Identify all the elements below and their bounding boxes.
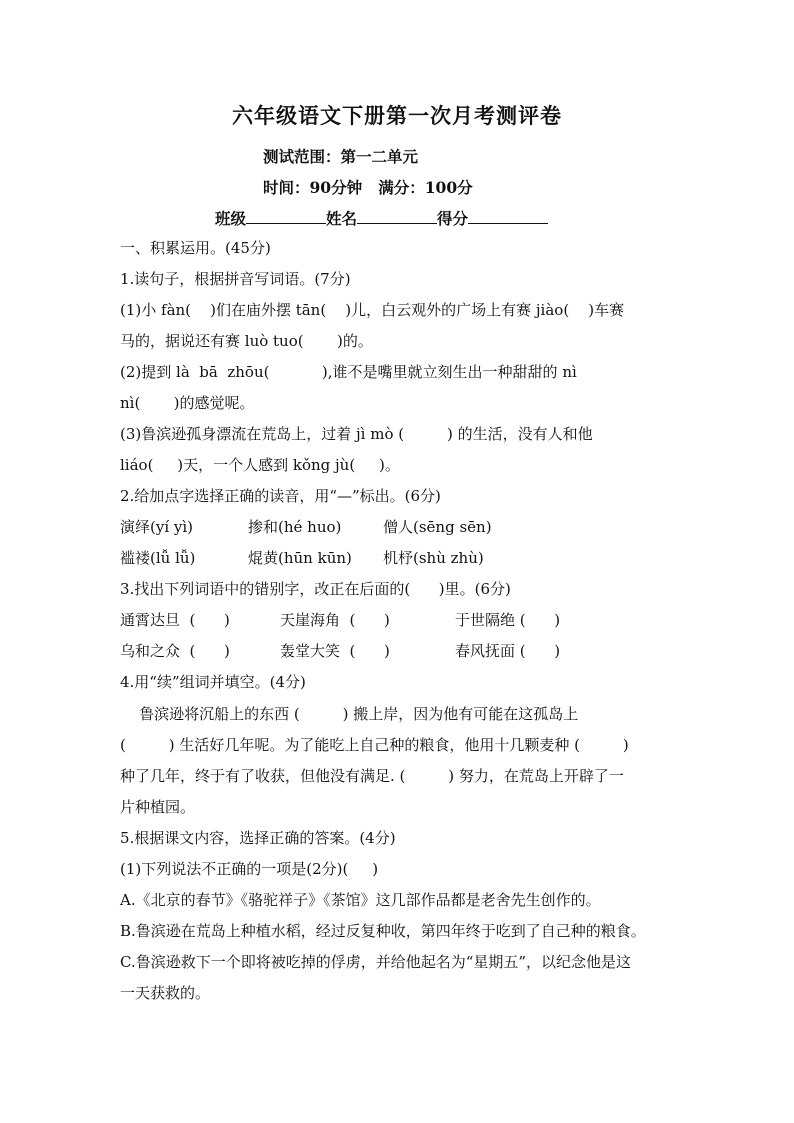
section-heading: 一、积累运用。(45分)	[120, 239, 271, 257]
name-label: 姓名	[326, 209, 358, 228]
pinyin-choice-item: 褴褛(lǚ lǚ)	[120, 549, 196, 567]
page-title: 六年级语文下册第一次月考测评卷	[232, 103, 562, 128]
typo-item: 轰堂大笑 ( )	[280, 642, 390, 660]
option-a: A.《北京的春节》《骆驼祥子》《茶馆》这几部作品都是老舍先生创作的。	[120, 891, 601, 909]
question-2-title: 2.给加点字选择正确的读音，用“—”标出。(6分)	[120, 487, 441, 505]
question-1-line: (1)小 fàn( )们在庙外摆 tān( )儿，白云观外的广场上有赛 jiào( )车赛	[120, 301, 625, 319]
pinyin-choice-item: 僧人(sēng sēn)	[383, 518, 492, 536]
score-blank[interactable]	[468, 209, 548, 224]
typo-item: 通霄达旦 ( )	[120, 611, 230, 629]
question-1-line: (2)提到 là bā zhōu( ),谁不是嘴里就立刻生出一种甜甜的 nì	[120, 363, 577, 381]
typo-item: 春风抚面 ( )	[455, 642, 561, 660]
score-label: 得分	[437, 209, 469, 228]
pinyin-choice-item: 机杼(shù zhù)	[383, 549, 484, 567]
option-b: B.鲁滨逊在荒岛上种植水稻，经过反复种收，第四年终于吃到了自己种的粮食。	[120, 922, 646, 940]
pinyin-choice-item: 焜黄(hūn kūn)	[248, 549, 352, 567]
student-info-row	[215, 207, 548, 229]
question-1-line: 马的，据说还有赛 luò tuo( )的。	[120, 332, 373, 350]
question-1-line: (3)鲁滨逊孤身漂流在荒岛上，过着 jì mò ( ) 的生活，没有人和他	[120, 425, 593, 443]
name-blank[interactable]	[357, 209, 437, 224]
question-4-line: 鲁滨逊将沉船上的东西 ( ) 搬上岸，因为他有可能在这孤岛上	[120, 705, 579, 723]
option-c-continued: 一天获救的。	[120, 984, 211, 1002]
class-label: 班级	[215, 209, 247, 228]
test-scope: 测试范围：第一二单元	[263, 147, 419, 166]
question-3-title: 3.找出下列词语中的错别字，改正在后面的( )里。(6分)	[120, 580, 511, 598]
question-4-title: 4.用“续”组词并填空。(4分)	[120, 673, 306, 691]
question-1-line: nì( )的感觉呢。	[120, 394, 255, 412]
typo-item: 于世隔绝 ( )	[455, 611, 561, 629]
question-1-line: liáo( )天，一个人感到 kǒng jù( )。	[120, 456, 400, 474]
option-c: C.鲁滨逊救下一个即将被吃掉的俘虏，并给他起名为“星期五”，以纪念他是这	[120, 953, 632, 971]
question-4-line: 种了几年，终于有了收获，但他没有满足. ( ) 努力，在荒岛上开辟了一	[120, 767, 624, 785]
typo-item: 天崖海角 ( )	[280, 611, 390, 629]
class-blank[interactable]	[246, 209, 326, 224]
question-4-line: 片种植园。	[120, 798, 196, 816]
pinyin-choice-item: 演绎(yí yì)	[120, 518, 194, 536]
question-1-title: 1.读句子，根据拼音写词语。(7分)	[120, 270, 351, 288]
question-5-sub-question: (1)下列说法不正确的一项是(2分)( )	[120, 860, 379, 878]
question-5-title: 5.根据课文内容，选择正确的答案。(4分)	[120, 829, 396, 847]
typo-item: 乌和之众 ( )	[120, 642, 230, 660]
question-4-line: ( ) 生活好几年呢。为了能吃上自己种的粮食，他用十几颗麦种 ( )	[120, 736, 629, 754]
time-and-score: 时间：90分钟 满分：100分	[263, 178, 473, 197]
pinyin-choice-item: 掺和(hé huo)	[248, 518, 342, 536]
